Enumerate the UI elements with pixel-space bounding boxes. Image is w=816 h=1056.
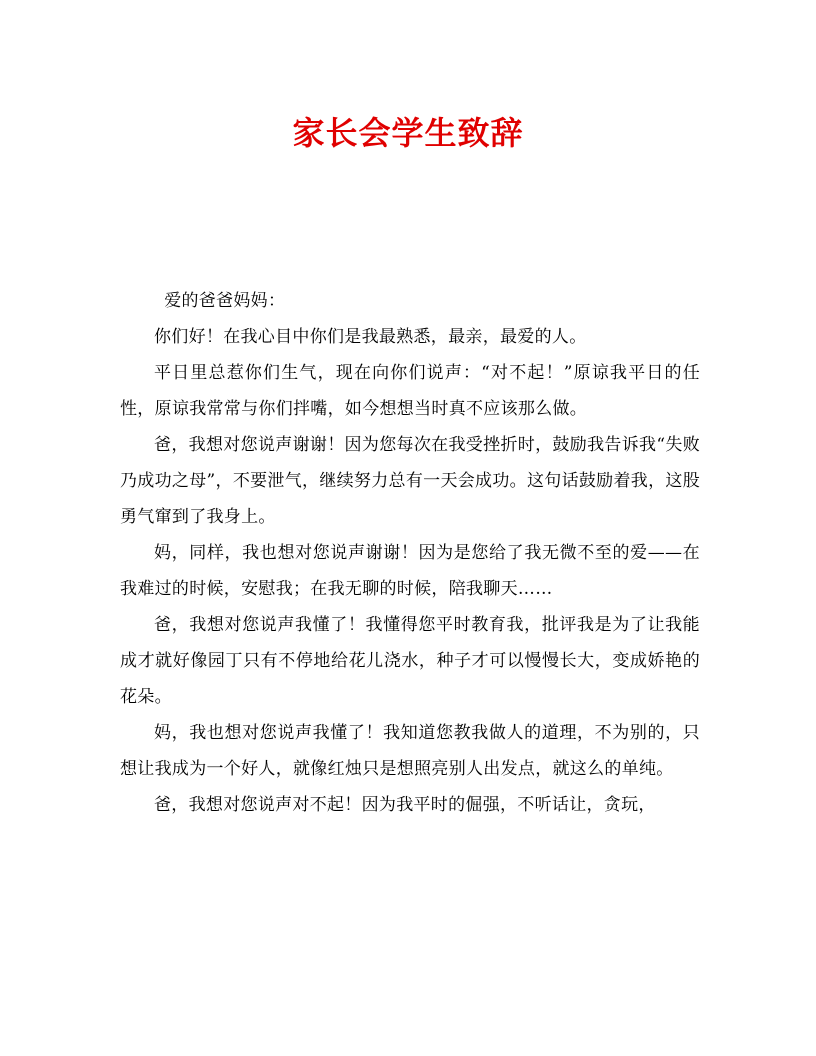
paragraph: 爸，我想对您说声我懂了！我懂得您平时教育我，批评我是为了让我能成才就好像园丁只有不停地给花儿浇水，种子才可以慢慢长大，变成娇艳的花朵。 [120, 615, 700, 707]
paragraph: 爸，我想对您说声对不起！因为我平时的倔强，不听话让，贪玩， [154, 795, 656, 815]
paragraph: 爸，我想对您说声谢谢！因为您每次在我受挫折时，鼓励我告诉我“失败乃成功之母”，不要泄气，继续努力总有一天会成功。这句话鼓励着我，这股勇气窜到了我身上。 [120, 435, 700, 527]
salutation: 爱的爸爸妈妈： [164, 291, 286, 311]
paragraph: 妈，我也想对您说声我懂了！我知道您教我做人的道理，不为别的，只想让我成为一个好人，就像红烛只是想照亮别人出发点，就这么的单纯。 [120, 723, 700, 779]
paragraph: 你们好！在我心目中你们是我最熟悉，最亲，最爱的人。 [154, 327, 587, 347]
document-body [120, 283, 700, 823]
paragraph: 妈，同样，我也想对您说声谢谢！因为是您给了我无微不至的爱——在我难过的时候，安慰我；在我无聊的时候，陪我聊天…… [120, 543, 700, 599]
paragraph: 平日里总惹你们生气，现在向你们说声：“对不起！”原谅我平日的任性，原谅我常常与你们拌嘴，如今想想当时真不应该那么做。 [120, 363, 700, 419]
document-title: 家长会学生致辞 [292, 114, 524, 152]
